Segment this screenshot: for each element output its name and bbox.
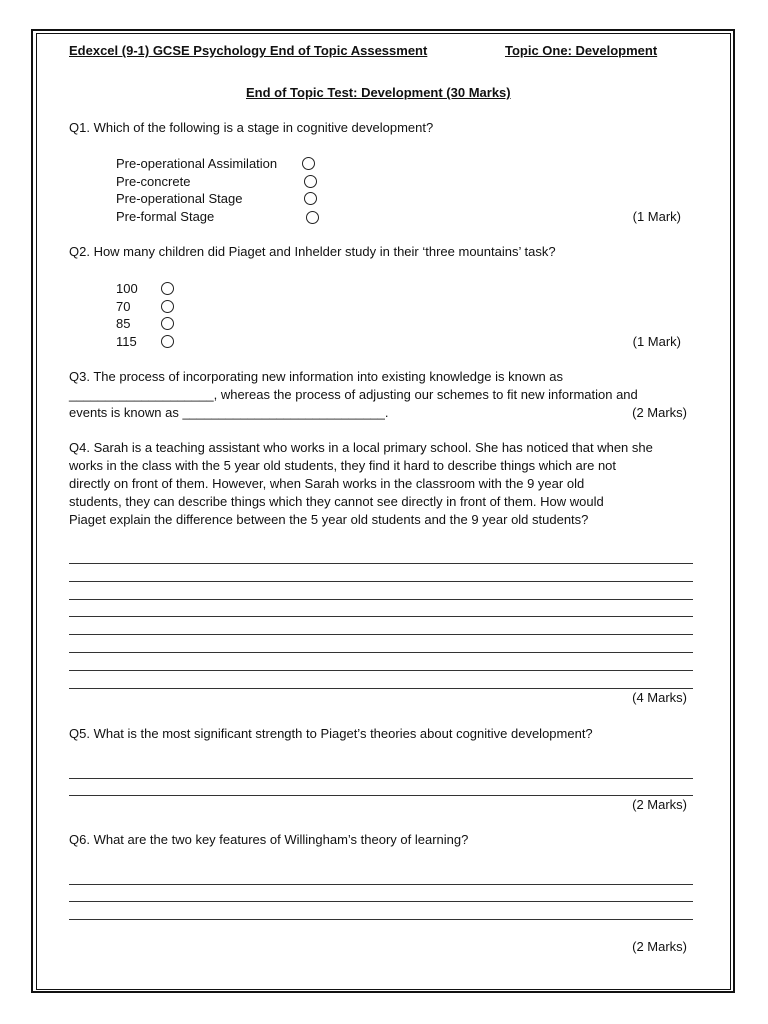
q2-option-3-radio[interactable] <box>161 317 174 330</box>
q6-answer-line[interactable] <box>69 884 693 885</box>
q2-option-4-label: 115 <box>116 334 137 349</box>
q6-marks: (2 Marks) <box>632 939 687 954</box>
q5-marks: (2 Marks) <box>632 797 687 812</box>
q1-option-3-label: Pre-operational Stage <box>116 191 243 206</box>
q1-option-4-label: Pre-formal Stage <box>116 209 215 224</box>
q2-option-1-radio[interactable] <box>161 282 174 295</box>
q6-answer-line[interactable] <box>69 901 693 902</box>
q4-answer-line[interactable] <box>69 688 693 689</box>
q4-line-5: Piaget explain the difference between the 5 year old students and the 9 year old students? <box>69 512 589 527</box>
q4-line-3: directly on front of them. However, when Sarah works in the classroom with the 9 year old <box>69 476 585 491</box>
q4-answer-line[interactable] <box>69 599 693 600</box>
q2-option-2-label: 70 <box>116 299 131 314</box>
q6-text: Q6. What are the two key features of Willingham’s theory of learning? <box>69 832 469 847</box>
header-right: Topic One: Development <box>505 43 658 58</box>
q1-marks: (1 Mark) <box>632 209 681 224</box>
q2-option-2-radio[interactable] <box>161 300 174 313</box>
page-title: End of Topic Test: Development (30 Marks) <box>246 85 511 100</box>
q5-answer-line[interactable] <box>69 778 693 779</box>
q3-marks: (2 Marks) <box>632 405 687 420</box>
q5-text: Q5. What is the most significant strength to Piaget’s theories about cognitive development? <box>69 726 593 741</box>
q3-line-3[interactable]: events is known as ____________________________. <box>69 405 389 420</box>
q4-answer-line[interactable] <box>69 616 693 617</box>
q5-answer-line[interactable] <box>69 795 693 796</box>
q4-marks: (4 Marks) <box>632 690 687 705</box>
q6-answer-line[interactable] <box>69 919 693 920</box>
q2-option-4-radio[interactable] <box>161 335 174 348</box>
q4-answer-line[interactable] <box>69 634 693 635</box>
q3-line-2[interactable]: ____________________, whereas the process of adjusting our schemes to fit new information and <box>69 387 638 402</box>
q2-option-1-label: 100 <box>116 281 138 296</box>
q4-line-4: students, they can describe things which they cannot see directly in front of them. How would <box>69 494 604 509</box>
q1-option-1-label: Pre-operational Assimilation <box>116 156 278 171</box>
q2-option-3-label: 85 <box>116 316 131 331</box>
q1-option-3-radio[interactable] <box>304 192 317 205</box>
q1-text: Q1. Which of the following is a stage in cognitive development? <box>69 120 434 135</box>
q1-option-4-radio[interactable] <box>306 211 319 224</box>
q2-text: Q2. How many children did Piaget and Inhelder study in their ‘three mountains’ task? <box>69 244 556 259</box>
q2-marks: (1 Mark) <box>632 334 681 349</box>
q4-line-2: works in the class with the 5 year old students, they find it hard to describe things which are not <box>69 458 617 473</box>
q4-answer-line[interactable] <box>69 652 693 653</box>
q4-line-1: Q4. Sarah is a teaching assistant who works in a local primary school. She has noticed that when she <box>69 440 653 455</box>
q4-answer-line[interactable] <box>69 670 693 671</box>
q1-option-2-label: Pre-concrete <box>116 174 191 189</box>
q4-answer-line[interactable] <box>69 563 693 564</box>
q1-option-1-radio[interactable] <box>302 157 315 170</box>
q1-option-2-radio[interactable] <box>304 175 317 188</box>
q4-answer-line[interactable] <box>69 581 693 582</box>
q3-line-1: Q3. The process of incorporating new information into existing knowledge is known as <box>69 369 564 384</box>
header-left: Edexcel (9-1) GCSE Psychology End of Topic Assessment <box>69 43 428 58</box>
